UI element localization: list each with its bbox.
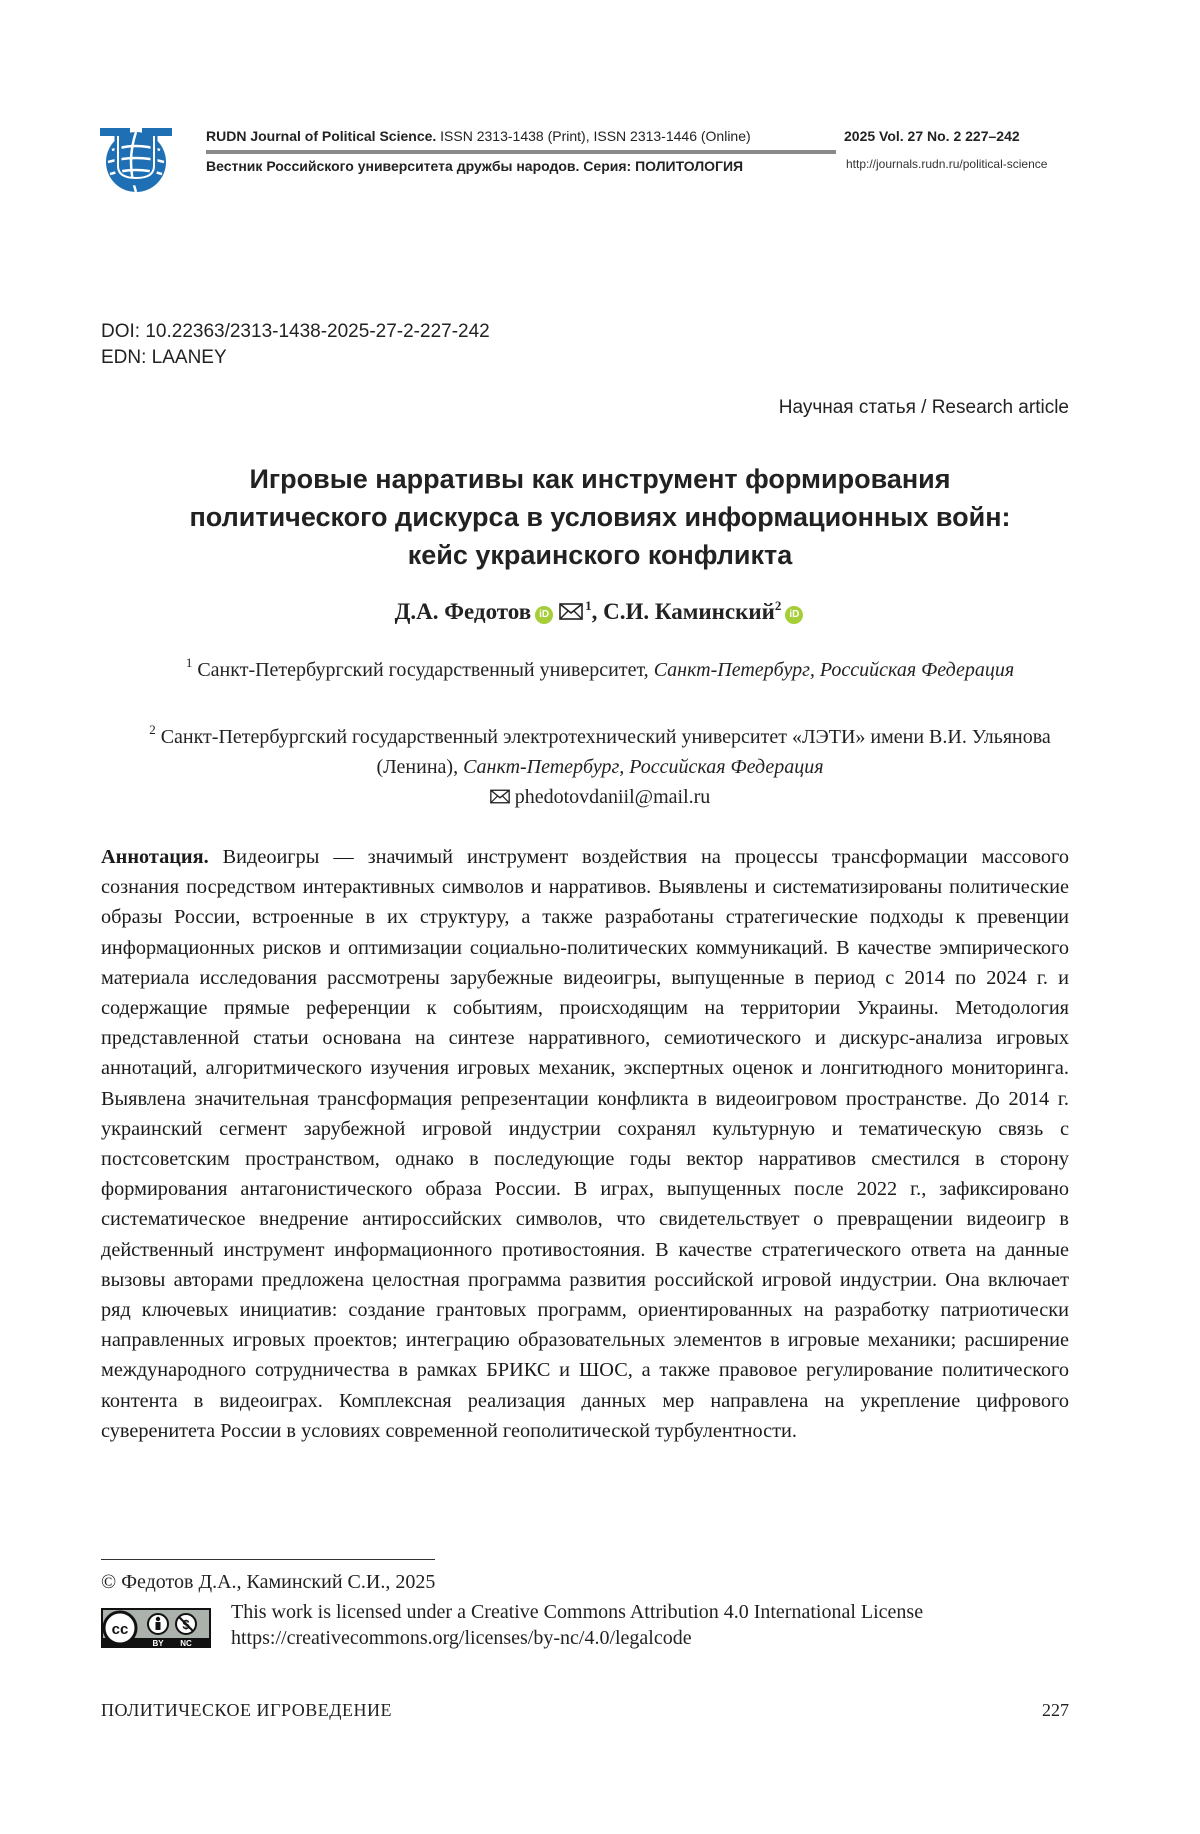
cc-by-label: BY	[152, 1639, 164, 1648]
journal-logo	[98, 120, 182, 196]
license-statement: This work is licensed under a Creative Commons Attribution 4.0 International License	[231, 1599, 923, 1625]
envelope-icon[interactable]	[559, 603, 583, 620]
title-line: кейс украинского конфликта	[100, 536, 1100, 574]
page-number: 227	[1042, 1700, 1069, 1721]
affiliation-location: Санкт-Петербург, Российская Федерация	[463, 756, 823, 778]
journal-issue: 2025 Vol. 27 No. 2 227–242	[844, 128, 1020, 144]
abstract-text: Видеоигры — значимый инструмент воздействия на процессы трансформации массового сознания посредством интерактивных символов и нарративов. Выявлены и систематизированы политические образы России, встроенные в их структуру, а также разработаны стратегические подходы к превенции информационных рисков и оптимизации социально-политических коммуникаций. В качестве эмпирического материала исследования рассмотрены зарубежные видеоигры, выпущенные в период с 2014 по 2024 г. и содержащие прямые референции к событиям, происходящим на территории Украины. Методология представленной статьи основана на синтезе нарративного, семиотического и дискурс-анализа игровых аннотаций, алгоритмического изучения игровых механик, экспертных оценок и лонгитюдного мониторинга. Выявлена значительная трансформация репрезентации конфликта в видеоигровом пространстве. До 2014 г. украинский сегмент зарубежной игровой индустрии сохранял культурную и тематическую связь с постсоветским пространством, однако в последующие годы вектор нарративов сместился в сторону формирования антагонистического образа России. В играх, выпущенных после 2022 г., зафиксировано систематическое внедрение антироссийских символов, что свидетельствует о превращении видеоигр в действенный инструмент информационного противостояния. В качестве стратегического ответа на данные вызовы авторами предложена целостная программа развития российской игровой индустрии. Она включает ряд ключевых инициатив: создание грантовых программ, ориентированных на разработку патриотически направленных игровых проектов; интеграцию образовательных элементов в игровые механики; расширение международного сотрудничества в рамках БРИКС и ШОС, а также правовое регулирование политического контента в видеоиграх. Комплексная реализация данных мер направлена на укрепление цифрового суверенитета России в условиях современной геополитической турбулентности.	[101, 846, 1069, 1442]
running-section-title: ПОЛИТИЧЕСКОЕ ИГРОВЕДЕНИЕ	[101, 1700, 392, 1721]
author-affiliation-ref: 1	[585, 598, 592, 613]
abstract	[101, 842, 1069, 1446]
corresponding-email	[100, 786, 1100, 809]
header-rule	[206, 150, 836, 154]
affiliation-2	[110, 722, 1090, 782]
affiliation-text: Санкт-Петербургский государственный университет,	[192, 659, 653, 681]
orcid-icon[interactable]: iD	[785, 606, 803, 624]
license-text	[231, 1599, 923, 1651]
title-line: политического дискурса в условиях информационных войн:	[100, 498, 1100, 536]
affiliation-text: Санкт-Петербургский государственный электротехнический университет «ЛЭТИ» имени В.И. Ульянова (Ленина),	[156, 726, 1051, 778]
author-separator: ,	[592, 599, 604, 624]
orcid-icon[interactable]: iD	[535, 606, 553, 624]
license-url[interactable]: https://creativecommons.org/licenses/by-nc/4.0/legalcode	[231, 1625, 923, 1651]
author-name: С.И. Каминский	[603, 599, 775, 624]
author-name: Д.А. Федотов	[395, 599, 532, 624]
cc-nc-label: NC	[180, 1639, 192, 1648]
copyright: © Федотов Д.А., Каминский С.И., 2025	[101, 1571, 435, 1594]
affiliation-number: 1	[186, 655, 193, 670]
affiliation-location: Санкт-Петербург, Российская Федерация	[654, 659, 1014, 681]
abstract-label: Аннотация.	[101, 846, 209, 868]
journal-url[interactable]: http://journals.rudn.ru/political-science	[846, 157, 1047, 171]
edn: EDN: LAANEY	[101, 347, 227, 369]
author-affiliation-ref: 2	[775, 598, 782, 613]
journal-issn: ISSN 2313-1438 (Print), ISSN 2313-1446 (Online)	[440, 128, 751, 144]
svg-text:cc: cc	[112, 1621, 129, 1638]
journal-title-en: RUDN Journal of Political Science. ISSN 2313-1438 (Print), ISSN 2313-1446 (Online)	[206, 128, 751, 144]
doi[interactable]: DOI: 10.22363/2313-1438-2025-27-2-227-242	[101, 321, 490, 343]
article-title	[100, 460, 1100, 574]
footnote-rule	[101, 1559, 435, 1560]
authors	[100, 599, 1100, 625]
affiliation-number: 2	[149, 722, 156, 737]
journal-title-ru: Вестник Российского университета дружбы народов. Серия: ПОЛИТОЛОГИЯ	[206, 158, 743, 174]
title-line: Игровые нарративы как инструмент формирования	[100, 460, 1100, 498]
cc-license-badge[interactable]	[101, 1608, 211, 1648]
envelope-icon	[490, 789, 510, 804]
email-address[interactable]: phedotovdaniil@mail.ru	[515, 786, 711, 808]
affiliation-1	[110, 655, 1090, 685]
article-type: Научная статья / Research article	[779, 397, 1069, 419]
